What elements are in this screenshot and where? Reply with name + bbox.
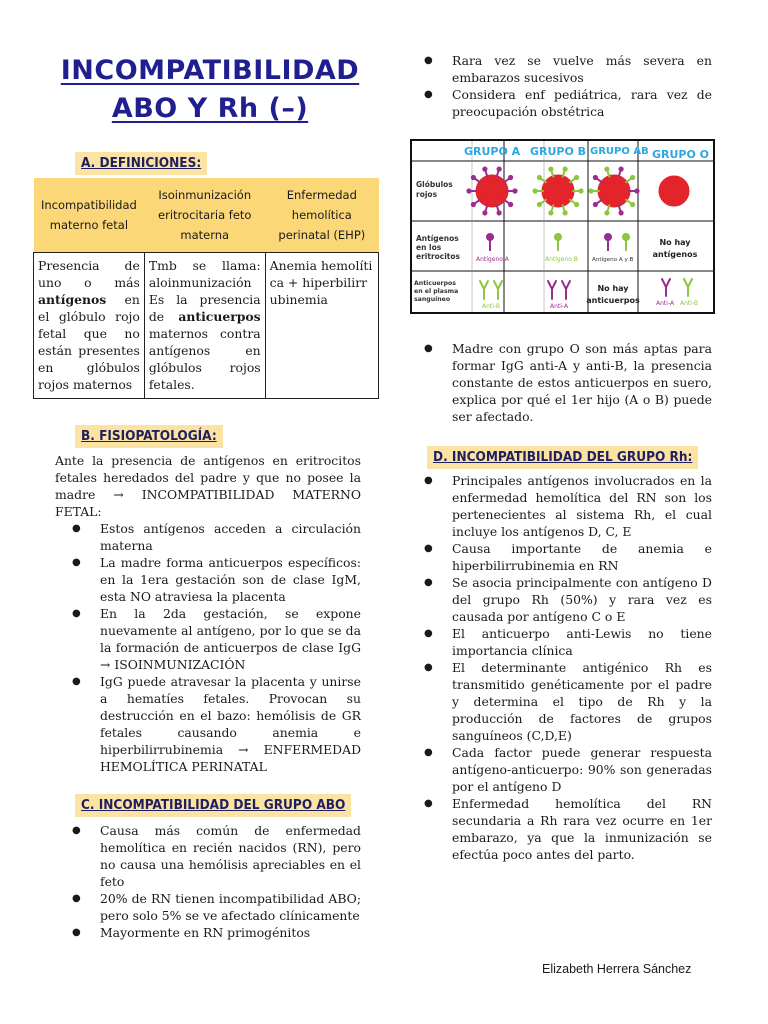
list-item: ● Cada factor puede generar respuesta antígeno-anticuerpo: 90% son generadas por el antígeno D [407,744,712,795]
antigen-spike-head [548,210,553,215]
anti-b-y-icon-2 [494,281,502,299]
antigen-spike [504,179,509,183]
antigen-spike-head [604,167,609,172]
list-item: ● Madre con grupo O son más aptas para formar IgG anti-A y anti-B, la presencia constante de estos anticuerpos en suero, explica por qué el 1er hijo (A o B) puede ser afectado. [407,340,712,425]
rbc-group-o [659,176,689,206]
anti-b-y-icon-o [684,279,692,296]
section-c-heading: C. INCOMPATIBILIDAD DEL GRUPO ABO [75,794,351,817]
anti-b-y-icon-1 [480,281,488,299]
anti-b-label: Anti-B [482,303,500,310]
no-antibodies-label: No hay anticuerpos [586,284,640,305]
antigen-spike [626,179,631,183]
abo-header-a: GRUPO A [464,145,521,158]
definitions-header-1: Incompatibilidad materno fetal [34,178,145,252]
antigen-spike [504,200,509,204]
abo-row-label-antibodies: Anticuerpos en el plasma sanguíneo [414,280,459,303]
list-item: ● 20% de RN tienen incompatibilidad ABO; pero solo 5% se ve afectado clínicamente [55,890,361,924]
def2-text: Tmb se llama: aloinmunización Es la presencia de [148,257,261,324]
antigen-spike-head [537,202,542,207]
no-antigens-label: No hay antígenos [652,238,698,259]
antigen-spike-head [466,188,471,193]
def2-bold: anticuerpos [178,308,261,324]
abo-right-list [407,52,712,120]
definitions-cell-1 [34,252,145,398]
antigen-spike [541,179,546,183]
rbc-group-a [476,175,508,207]
list-item: ● Causa importante de anemia e hiperbilirrubinemia en RN [407,540,712,574]
author-name: Elizabeth Herrera Sánchez [542,962,692,976]
antigen-spike-head [497,210,502,215]
abo-row-label-antigens: Antígenos en los eritrocitos [416,234,461,261]
antigen-spike-head [619,210,624,215]
section-d-heading: D. INCOMPATIBILIDAD DEL GRUPO Rh: [427,446,698,469]
list-item: ● La madre forma anticuerpos específicos: en la 1era gestación son de clase IgM, esta NO atraviesa la placenta [55,554,361,605]
antigen-spike-head [497,167,502,172]
antigen-spike-head [574,202,579,207]
antigen-spike-head [508,202,513,207]
list-item: ● Se asocia principalmente con antígeno D del grupo Rh (50%) y rara vez es causada por antígeno C o E [407,574,712,625]
list-item: ● El determinante antigénico Rh es transmitido genéticamente por el padre y determina el tipo de Rh y la producción de factores de grupos sanguíneos (C,D,E) [407,659,712,744]
antigen-spike-head [619,167,624,172]
fisiopatologia-list [55,520,361,775]
abo-list [55,822,361,941]
antigen-spike-head [482,167,487,172]
abo-header-o: GRUPO O [652,148,710,161]
anti-a-y-icon-2 [562,281,570,299]
definitions-cell-3: Anemia hemolítica + hiperbilirrubinemia [265,252,378,398]
list-item: ● IgG puede atravesar la placenta y unirse a hematíes fetales. Provocan su destrucción en el bazo: hemólisis de GR fetales causando anemia e hiperbilirrubinemia → ENFERMEDAD HEMOLÍTICA PERINATAL [55,673,361,775]
antigen-spike-head [630,175,635,180]
antigen-spike [570,179,575,183]
rbc-group-b [542,175,574,207]
antigen-spike-head [537,175,542,180]
antigen-spike [597,200,602,204]
abo-after-figure-list [407,340,712,425]
antigen-spike [475,200,480,204]
antigen-spike-head [578,188,583,193]
antigen-spike-head [532,188,537,193]
antigen-ab-b-icon [622,233,630,241]
rh-list [407,472,712,863]
list-item: ● El anticuerpo anti-Lewis no tiene importancia clínica [407,625,712,659]
list-item: ● Considera enf pediátrica, rara vez de preocupación obstétrica [407,86,712,120]
def1-bold: antígenos [38,291,107,307]
definitions-header-2: Isoinmunización eritrocitaria feto materna [144,178,265,252]
list-item: ● Estos antígenos acceden a circulación materna [55,520,361,554]
antigen-spike [475,179,480,183]
abo-blood-group-figure [410,139,715,314]
def1-text: Presencia de uno o más [38,257,140,290]
abo-row-label-rbc: Glóbulos rojos [416,180,453,199]
definitions-header-3: Enfermedad hemolítica perinatal (EHP) [265,178,378,252]
title-line-2: ABO Y Rh (–) [111,93,309,124]
list-item: ● Enfermedad hemolítica del RN secundaria a Rh rara vez ocurre en 1er embarazo, ya que la inmunización se efectúa poco antes del parto. [407,795,712,863]
def1-text-end: en el glóbulo rojo fetal que no están presentes en glóbulos rojos maternos [38,291,140,392]
anti-a-y-icon-o [662,279,670,296]
antigen-spike-head [512,188,517,193]
antigen-spike-head [563,167,568,172]
anti-a-label: Anti-A [550,303,569,310]
list-item: ● Principales antígenos involucrados en la enfermedad hemolítica del RN son los pertenecientes al sistema Rh, el cual incluye los antígenos D, C, E [407,472,712,540]
abo-figure-svg [412,141,713,312]
title-line-1: INCOMPATIBILIDAD [60,55,360,86]
anti-b-label-o: Anti-B [680,300,698,307]
page-title [50,52,370,128]
antigen-b-icon [554,233,562,241]
antigen-a-label: Antígeno A [476,256,509,263]
antigen-spike-head [482,210,487,215]
anti-a-y-icon-1 [548,281,556,299]
section-b-heading: B. FISIOPATOLOGÍA: [75,425,223,448]
list-item: ● Rara vez se vuelve más severa en embarazos sucesivos [407,52,712,86]
antigen-spike-head [471,175,476,180]
rbc-group-ab [598,175,630,207]
list-item: ● Mayormente en RN primogénitos [55,924,361,941]
antigen-spike-head [634,188,639,193]
antigen-ab-label: Antígeno A y B [592,257,634,263]
antigen-spike-head [604,210,609,215]
def2-text-end: maternos contra antígenos en glóbulos rojos fetales. [148,325,261,392]
antigen-spike-head [630,202,635,207]
antigen-spike-head [471,202,476,207]
antigen-spike [570,200,575,204]
definitions-cell-2 [144,252,265,398]
antigen-spike [626,200,631,204]
section-a-heading: A. DEFINICIONES: [75,152,207,175]
antigen-spike-head [593,202,598,207]
antigen-spike-head [548,167,553,172]
definitions-table [33,178,379,399]
antigen-spike-head [588,188,593,193]
fisiopatologia-intro: Ante la presencia de antígenos en eritrocitos fetales heredados del padre y que no posee la madre → INCOMPATIBILIDAD MATERNO FETAL: [55,453,361,519]
antigen-a-icon [486,233,494,241]
antigen-b-label: Antígeno B [545,256,578,263]
abo-header-ab: GRUPO AB [590,146,649,157]
list-item: ● Causa más común de enfermedad hemolítica en recién nacidos (RN), pero no causa una hemólisis apreciables en el feto [55,822,361,890]
anti-a-label-o: Anti-A [656,300,675,307]
antigen-spike-head [508,175,513,180]
antigen-spike [541,200,546,204]
antigen-spike-head [574,175,579,180]
antigen-spike [597,179,602,183]
antigen-spike-head [563,210,568,215]
abo-header-b: GRUPO B [530,145,587,158]
antigen-spike-head [593,175,598,180]
list-item: ● En la 2da gestación, se expone nuevamente al antígeno, por lo que se da la formación de anticuerpos de clase IgG → ISOINMUNIZACIÓN [55,605,361,673]
antigen-ab-a-icon [604,233,612,241]
